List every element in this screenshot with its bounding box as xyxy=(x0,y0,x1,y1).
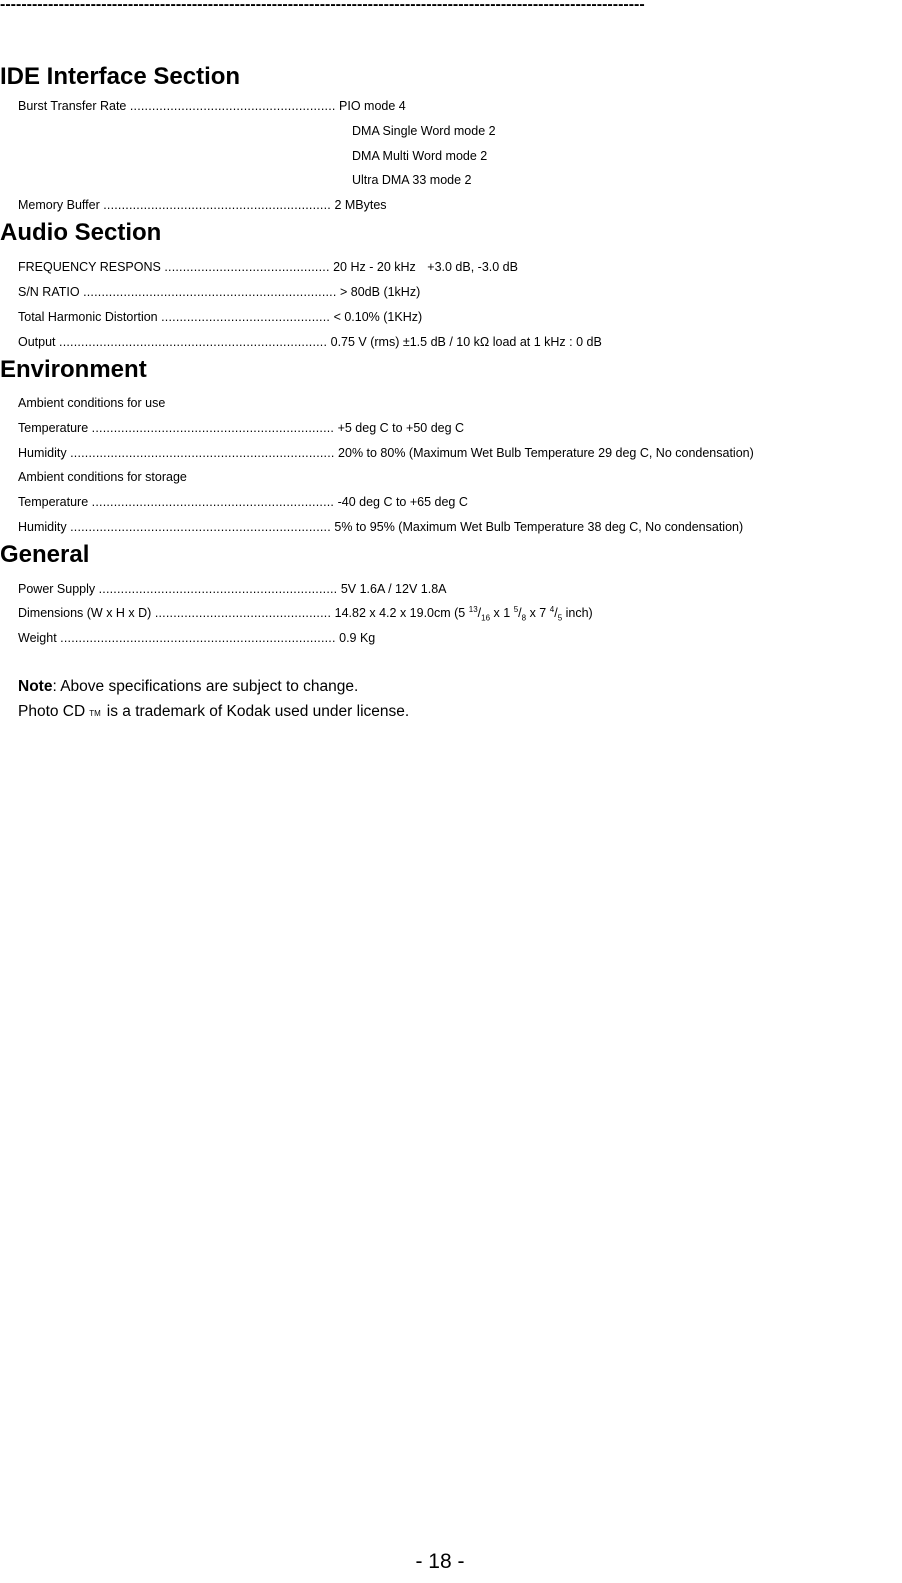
fraction-numerator: 5 xyxy=(513,604,519,614)
spec-value: +5 deg C to +50 deg C xyxy=(337,421,465,435)
spec-value: 5V 1.6A / 12V 1.8A xyxy=(340,582,447,596)
note-text: : Above specifications are subject to change. xyxy=(52,678,359,695)
section-title-ide: IDE Interface Section xyxy=(0,63,241,90)
spec-label: FREQUENCY RESPONS xyxy=(18,260,161,274)
leader-dots: ......................................................................... xyxy=(59,335,328,349)
tm-mark: TM xyxy=(89,709,101,718)
spec-label: Output xyxy=(18,335,56,349)
spec-value-continuation: Ultra DMA 33 mode 2 xyxy=(352,173,472,187)
leader-dots: ................................................ xyxy=(154,606,332,620)
fraction-numerator: 4 xyxy=(549,604,555,614)
trademark-line xyxy=(18,702,409,724)
spec-row-memory-buffer xyxy=(18,197,387,213)
spec-label: Memory Buffer xyxy=(18,198,100,212)
spec-value-tolerance: +3.0 dB, -3.0 dB xyxy=(427,260,518,274)
spec-label: Temperature xyxy=(18,495,89,509)
spec-row-snr xyxy=(18,284,420,300)
spec-value: 20 Hz - 20 kHz xyxy=(333,260,416,274)
spec-value: 0.9 Kg xyxy=(339,631,376,645)
top-dashed-rule: ------------------------------------------------------------------------------------------------------------------------- xyxy=(0,0,645,10)
fraction-numerator: 13 xyxy=(468,604,478,614)
spec-row-power xyxy=(18,581,446,597)
leader-dots: ..................................................................... xyxy=(83,285,337,299)
leader-dots: .............................................................. xyxy=(103,198,331,212)
spec-value: -40 deg C to +65 deg C xyxy=(337,495,468,509)
spec-label: Temperature xyxy=(18,421,89,435)
spec-row-temperature-use xyxy=(18,420,464,436)
spec-label: S/N RATIO xyxy=(18,285,80,299)
page-number: - 18 - xyxy=(415,1550,465,1573)
dim-value-start: 14.82 x 4.2 x 19.0cm (5 xyxy=(334,606,466,620)
spec-label: Total Harmonic Distortion xyxy=(18,310,158,324)
trademark-text: is a trademark of Kodak used under license. xyxy=(106,703,410,720)
leader-dots: ........................................................ xyxy=(129,99,336,113)
dim-value-end: inch) xyxy=(565,606,593,620)
fraction-denominator: 5 xyxy=(557,613,563,623)
spec-value: 2 MBytes xyxy=(334,198,387,212)
leader-dots: ........................................................................ xyxy=(70,446,335,460)
spec-row-humidity-storage xyxy=(18,519,743,535)
leader-dots: ............................................. xyxy=(164,260,330,274)
spec-row-thd xyxy=(18,309,422,325)
leader-dots: .................................................................. xyxy=(91,495,335,509)
spec-row-weight xyxy=(18,630,375,646)
subheading-storage: Ambient conditions for storage xyxy=(18,470,187,484)
spec-row-output xyxy=(18,334,602,350)
spec-label: Humidity xyxy=(18,520,67,534)
spec-label: Dimensions (W x H x D) xyxy=(18,606,152,620)
leader-dots: ................................................................. xyxy=(98,582,338,596)
spec-label: Weight xyxy=(18,631,57,645)
section-title-general: General xyxy=(0,541,90,568)
spec-label: Burst Transfer Rate xyxy=(18,99,127,113)
spec-row-humidity-use xyxy=(18,445,754,461)
fraction-slash: / xyxy=(518,606,522,620)
photo-cd-label: Photo CD xyxy=(18,703,86,720)
dim-value-mid: x 1 xyxy=(493,606,511,620)
fraction-denominator: 8 xyxy=(521,613,527,623)
spec-row-burst-transfer xyxy=(18,98,406,114)
fraction-denominator: 16 xyxy=(481,613,491,623)
spec-value: 5% to 95% (Maximum Wet Bulb Temperature 38 deg C, No condensation) xyxy=(334,520,744,534)
note-bold-label: Note xyxy=(18,678,53,695)
spec-row-frequency xyxy=(18,259,518,275)
subheading-use: Ambient conditions for use xyxy=(18,396,166,410)
spec-value: > 80dB (1kHz) xyxy=(340,285,421,299)
dim-value-mid: x 7 xyxy=(529,606,547,620)
spec-value xyxy=(334,604,593,623)
spec-label: Power Supply xyxy=(18,582,96,596)
spec-value: 20% to 80% (Maximum Wet Bulb Temperature 29 deg C, No condensation) xyxy=(338,446,754,460)
leader-dots: ........................................................................... xyxy=(60,631,336,645)
spec-value: PIO mode 4 xyxy=(339,99,406,113)
leader-dots: .............................................. xyxy=(161,310,331,324)
section-title-environment: Environment xyxy=(0,356,147,383)
section-title-audio: Audio Section xyxy=(0,219,162,246)
leader-dots: .................................................................. xyxy=(91,421,335,435)
fraction-slash: / xyxy=(477,606,482,620)
spec-value-continuation: DMA Single Word mode 2 xyxy=(352,124,496,138)
spec-value: 0.75 V (rms) ±1.5 dB / 10 kΩ load at 1 kHz : 0 dB xyxy=(330,335,602,349)
spec-row-dimensions xyxy=(18,605,593,621)
spec-value-continuation: DMA Multi Word mode 2 xyxy=(352,149,488,163)
leader-dots: ....................................................................... xyxy=(70,520,331,534)
spec-value: < 0.10% (1KHz) xyxy=(333,310,423,324)
spec-label: Humidity xyxy=(18,446,67,460)
spec-row-temperature-storage xyxy=(18,494,468,510)
note-line xyxy=(18,677,358,697)
fraction-slash: / xyxy=(554,606,558,620)
